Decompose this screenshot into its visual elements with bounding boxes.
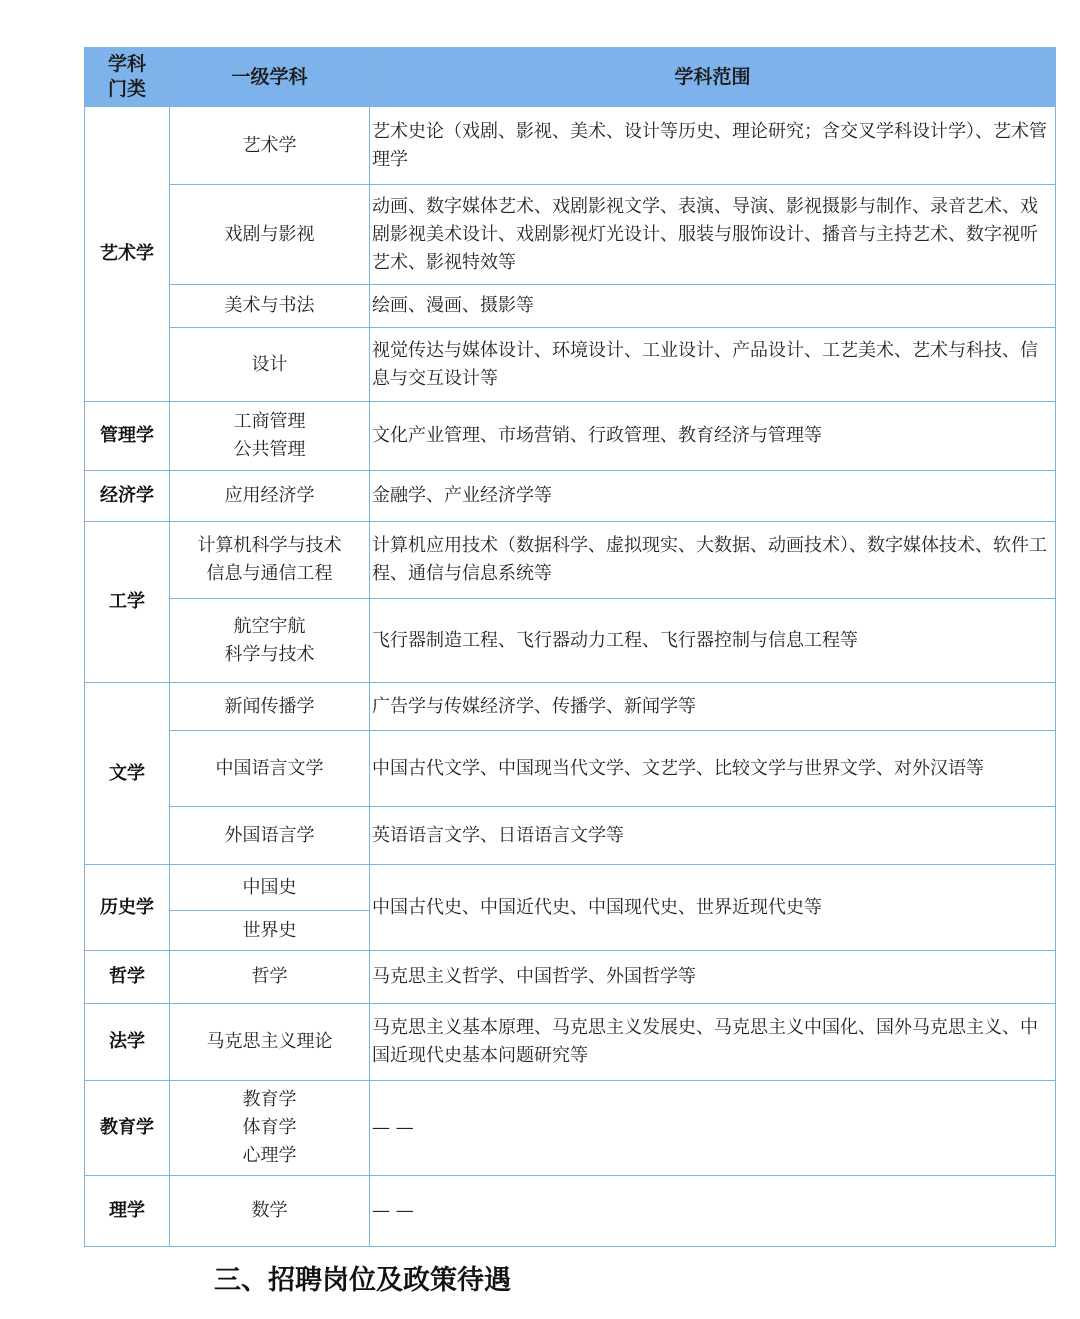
- discipline-cell: 哲学: [170, 951, 370, 1004]
- scope-cell: 广告学与传媒经济学、传播学、新闻学等: [370, 683, 1056, 731]
- table-row: [85, 1081, 1056, 1176]
- section-heading: 三、招聘岗位及政策待遇: [214, 1265, 511, 1296]
- scope-cell: 计算机应用技术（数据科学、虚拟现实、大数据、动画技术）、数字媒体技术、软件工程、通信与信息系统等: [370, 522, 1056, 599]
- discipline-cell: 外国语言学: [170, 807, 370, 865]
- discipline-cell: 戏剧与影视: [170, 185, 370, 285]
- table-row: [85, 107, 1056, 185]
- discipline-cell: 中国史: [170, 865, 370, 911]
- table-row: [85, 731, 1056, 807]
- scope-cell: — —: [370, 1176, 1056, 1247]
- category-cell: 艺术学: [85, 107, 170, 402]
- table-row: [85, 1004, 1056, 1081]
- discipline-cell: 教育学 体育学 心理学: [170, 1081, 370, 1176]
- discipline-cell: 设计: [170, 328, 370, 402]
- discipline-cell: 航空宇航 科学与技术: [170, 599, 370, 683]
- discipline-cell: 世界史: [170, 911, 370, 951]
- table-row: [85, 599, 1056, 683]
- table-row: [85, 951, 1056, 1004]
- table-row: [85, 522, 1056, 599]
- header-category-line2: 门类: [107, 78, 146, 100]
- table-row: [85, 471, 1056, 522]
- scope-cell: 文化产业管理、市场营销、行政管理、教育经济与管理等: [370, 402, 1056, 471]
- table-row: [85, 1176, 1056, 1247]
- category-cell: 哲学: [85, 951, 170, 1004]
- table-header-row: [85, 48, 1056, 107]
- scope-cell: 马克思主义基本原理、马克思主义发展史、马克思主义中国化、国外马克思主义、中国近现代史基本问题研究等: [370, 1004, 1056, 1081]
- table-row: [85, 865, 1056, 911]
- discipline-cell: 应用经济学: [170, 471, 370, 522]
- scope-cell: 飞行器制造工程、飞行器动力工程、飞行器控制与信息工程等: [370, 599, 1056, 683]
- header-category: [85, 48, 170, 107]
- discipline-cell: 中国语言文学: [170, 731, 370, 807]
- header-category-line1: 学科: [107, 53, 146, 75]
- category-cell: 管理学: [85, 402, 170, 471]
- table-row: [85, 328, 1056, 402]
- discipline-table: [84, 47, 1056, 1247]
- scope-cell: — —: [370, 1081, 1056, 1176]
- scope-cell: 绘画、漫画、摄影等: [370, 285, 1056, 328]
- discipline-cell: 艺术学: [170, 107, 370, 185]
- discipline-cell: 美术与书法: [170, 285, 370, 328]
- table-row: [85, 402, 1056, 471]
- scope-cell: 中国古代文学、中国现当代文学、文艺学、比较文学与世界文学、对外汉语等: [370, 731, 1056, 807]
- category-cell: 历史学: [85, 865, 170, 951]
- discipline-cell: 新闻传播学: [170, 683, 370, 731]
- table-row: [85, 185, 1056, 285]
- discipline-cell: 马克思主义理论: [170, 1004, 370, 1081]
- scope-cell: 中国古代史、中国近代史、中国现代史、世界近现代史等: [370, 865, 1056, 951]
- category-cell: 教育学: [85, 1081, 170, 1176]
- discipline-cell: 工商管理 公共管理: [170, 402, 370, 471]
- category-cell: 工学: [85, 522, 170, 683]
- scope-cell: 艺术史论（戏剧、影视、美术、设计等历史、理论研究；含交叉学科设计学）、艺术管理学: [370, 107, 1056, 185]
- category-cell: 法学: [85, 1004, 170, 1081]
- scope-cell: 英语语言文学、日语语言文学等: [370, 807, 1056, 865]
- scope-cell: 动画、数字媒体艺术、戏剧影视文学、表演、导演、影视摄影与制作、录音艺术、戏剧影视美术设计、戏剧影视灯光设计、服装与服饰设计、播音与主持艺术、数字视听艺术、影视特效等: [370, 185, 1056, 285]
- scope-cell: 马克思主义哲学、中国哲学、外国哲学等: [370, 951, 1056, 1004]
- header-discipline: 一级学科: [170, 48, 370, 107]
- scope-cell: 视觉传达与媒体设计、环境设计、工业设计、产品设计、工艺美术、艺术与科技、信息与交互设计等: [370, 328, 1056, 402]
- scope-cell: 金融学、产业经济学等: [370, 471, 1056, 522]
- discipline-cell: 计算机科学与技术 信息与通信工程: [170, 522, 370, 599]
- category-cell: 文学: [85, 683, 170, 865]
- table-row: [85, 285, 1056, 328]
- category-cell: 理学: [85, 1176, 170, 1247]
- category-cell: 经济学: [85, 471, 170, 522]
- discipline-cell: 数学: [170, 1176, 370, 1247]
- table-row: [85, 683, 1056, 731]
- header-scope: 学科范围: [370, 48, 1056, 107]
- table-row: [85, 807, 1056, 865]
